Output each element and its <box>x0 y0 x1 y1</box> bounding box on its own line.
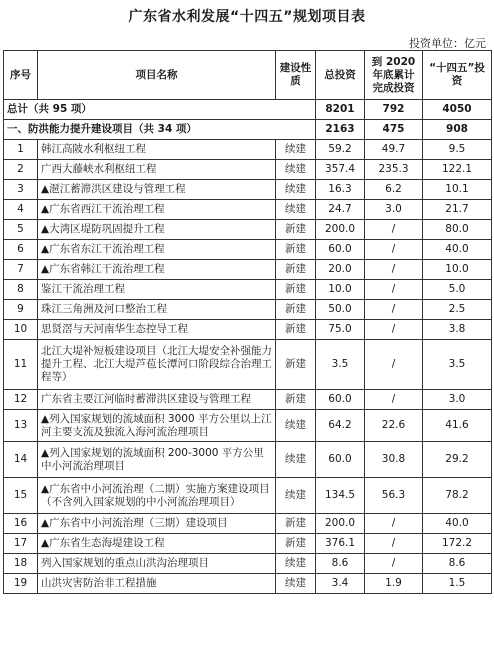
project-name: 韩江高陂水利枢纽工程 <box>38 140 276 160</box>
completed-investment: / <box>365 390 423 410</box>
construction-type: 新建 <box>276 260 316 280</box>
project-name: ▲列入国家规划的流域面积 3000 平方公里以上江河主要支流及独流入海河流治理项目 <box>38 410 276 442</box>
project-name: 鉴江干流治理工程 <box>38 280 276 300</box>
project-name: ▲广东省东江干流治理工程 <box>38 240 276 260</box>
table-row <box>4 280 492 300</box>
plan-investment: 3.0 <box>423 390 492 410</box>
row-number: 12 <box>4 390 38 410</box>
table-row <box>4 200 492 220</box>
plan-investment: 10.1 <box>423 180 492 200</box>
total-investment: 60.0 <box>316 442 365 478</box>
project-name: ▲广东省生态海堤建设工程 <box>38 534 276 554</box>
table-row <box>4 390 492 410</box>
header-done-2020: 到 2020 年底累计完成投资 <box>365 51 423 100</box>
total-plan: 4050 <box>423 100 492 120</box>
total-investment: 59.2 <box>316 140 365 160</box>
construction-type: 新建 <box>276 514 316 534</box>
project-name: 列入国家规划的重点山洪沟治理项目 <box>38 554 276 574</box>
plan-investment: 3.5 <box>423 340 492 390</box>
table-row <box>4 140 492 160</box>
row-number: 11 <box>4 340 38 390</box>
project-name: ▲潖江蓄滞洪区建设与管理工程 <box>38 180 276 200</box>
completed-investment: / <box>365 554 423 574</box>
project-name: ▲广东省中小河流治理（二期）实施方案建设项目（不含列入国家规划的中小河流治理项目） <box>38 478 276 514</box>
category-label: 一、防洪能力提升建设项目（共 34 项） <box>4 120 316 140</box>
row-number: 1 <box>4 140 38 160</box>
table-row <box>4 574 492 594</box>
plan-investment: 122.1 <box>423 160 492 180</box>
total-investment: 24.7 <box>316 200 365 220</box>
total-investment: 200.0 <box>316 514 365 534</box>
completed-investment: 22.6 <box>365 410 423 442</box>
plan-investment: 78.2 <box>423 478 492 514</box>
completed-investment: / <box>365 300 423 320</box>
project-name: 珠江三角洲及河口整治工程 <box>38 300 276 320</box>
table-row <box>4 220 492 240</box>
completed-investment: / <box>365 240 423 260</box>
project-name: 广东省主要江河临时蓄滞洪区建设与管理工程 <box>38 390 276 410</box>
page-title: 广东省水利发展“十四五”规划项目表 <box>128 9 366 25</box>
plan-investment: 40.0 <box>423 240 492 260</box>
completed-investment: 30.8 <box>365 442 423 478</box>
row-number: 3 <box>4 180 38 200</box>
header-no: 序号 <box>4 51 38 100</box>
project-name: ▲广东省韩江干流治理工程 <box>38 260 276 280</box>
total-investment: 50.0 <box>316 300 365 320</box>
plan-investment: 2.5 <box>423 300 492 320</box>
completed-investment: / <box>365 320 423 340</box>
construction-type: 新建 <box>276 240 316 260</box>
completed-investment: 49.7 <box>365 140 423 160</box>
construction-type: 续建 <box>276 160 316 180</box>
plan-investment: 3.8 <box>423 320 492 340</box>
row-number: 8 <box>4 280 38 300</box>
total-investment: 8.6 <box>316 554 365 574</box>
table-row <box>4 442 492 478</box>
category-plan: 908 <box>423 120 492 140</box>
construction-type: 新建 <box>276 220 316 240</box>
total-investment: 200.0 <box>316 220 365 240</box>
construction-type: 续建 <box>276 200 316 220</box>
row-number: 9 <box>4 300 38 320</box>
table-row <box>4 340 492 390</box>
category-done: 475 <box>365 120 423 140</box>
plan-investment: 1.5 <box>423 574 492 594</box>
project-name: ▲大湾区堤防巩固提升工程 <box>38 220 276 240</box>
header-type: 建设性质 <box>276 51 316 100</box>
header-row <box>4 51 492 100</box>
plan-investment: 10.0 <box>423 260 492 280</box>
completed-investment: / <box>365 534 423 554</box>
row-number: 19 <box>4 574 38 594</box>
total-investment: 60.0 <box>316 390 365 410</box>
construction-type: 新建 <box>276 340 316 390</box>
project-table <box>3 50 492 594</box>
completed-investment: 1.9 <box>365 574 423 594</box>
total-investment: 20.0 <box>316 260 365 280</box>
total-investment: 3.5 <box>316 340 365 390</box>
table-row <box>4 160 492 180</box>
completed-investment: 3.0 <box>365 200 423 220</box>
category-total: 2163 <box>316 120 365 140</box>
total-investment: 75.0 <box>316 320 365 340</box>
project-name: 广西大藤峡水利枢纽工程 <box>38 160 276 180</box>
project-name: ▲广东省中小河流治理（三期）建设项目 <box>38 514 276 534</box>
row-number: 18 <box>4 554 38 574</box>
construction-type: 新建 <box>276 320 316 340</box>
unit-label: 投资单位：亿元 <box>409 37 486 50</box>
construction-type: 新建 <box>276 300 316 320</box>
total-investment: 134.5 <box>316 478 365 514</box>
table-row <box>4 514 492 534</box>
row-number: 16 <box>4 514 38 534</box>
row-number: 5 <box>4 220 38 240</box>
construction-type: 续建 <box>276 554 316 574</box>
completed-investment: / <box>365 220 423 240</box>
completed-investment: 56.3 <box>365 478 423 514</box>
project-name: 山洪灾害防治非工程措施 <box>38 574 276 594</box>
construction-type: 续建 <box>276 442 316 478</box>
construction-type: 新建 <box>276 534 316 554</box>
table-row <box>4 260 492 280</box>
completed-investment: 235.3 <box>365 160 423 180</box>
total-done: 792 <box>365 100 423 120</box>
construction-type: 续建 <box>276 140 316 160</box>
table-row <box>4 554 492 574</box>
construction-type: 续建 <box>276 410 316 442</box>
construction-type: 新建 <box>276 280 316 300</box>
row-number: 10 <box>4 320 38 340</box>
category-row <box>4 120 492 140</box>
total-investment: 376.1 <box>316 534 365 554</box>
plan-investment: 41.6 <box>423 410 492 442</box>
row-number: 15 <box>4 478 38 514</box>
plan-investment: 172.2 <box>423 534 492 554</box>
plan-investment: 29.2 <box>423 442 492 478</box>
row-number: 7 <box>4 260 38 280</box>
plan-investment: 5.0 <box>423 280 492 300</box>
plan-investment: 9.5 <box>423 140 492 160</box>
total-investment: 64.2 <box>316 410 365 442</box>
construction-type: 续建 <box>276 180 316 200</box>
row-number: 6 <box>4 240 38 260</box>
construction-type: 续建 <box>276 574 316 594</box>
total-label: 总计（共 95 项） <box>4 100 316 120</box>
total-investment: 3.4 <box>316 574 365 594</box>
plan-investment: 40.0 <box>423 514 492 534</box>
total-investment: 10.0 <box>316 280 365 300</box>
table-row <box>4 478 492 514</box>
row-number: 13 <box>4 410 38 442</box>
row-number: 14 <box>4 442 38 478</box>
table-row <box>4 180 492 200</box>
row-number: 17 <box>4 534 38 554</box>
construction-type: 新建 <box>276 390 316 410</box>
total-investment: 16.3 <box>316 180 365 200</box>
completed-investment: 6.2 <box>365 180 423 200</box>
table-row <box>4 320 492 340</box>
total-row <box>4 100 492 120</box>
table-row <box>4 240 492 260</box>
project-name: ▲广东省西江干流治理工程 <box>38 200 276 220</box>
table-row <box>4 410 492 442</box>
construction-type: 续建 <box>276 478 316 514</box>
row-number: 4 <box>4 200 38 220</box>
header-total: 总投资 <box>316 51 365 100</box>
project-name: 北江大堤补短板建设项目（北江大堤安全补强能力提升工程、北江大堤芦苞长潭河口阶段综合治理工程等） <box>38 340 276 390</box>
total-investment: 8201 <box>316 100 365 120</box>
table-row <box>4 534 492 554</box>
plan-investment: 80.0 <box>423 220 492 240</box>
completed-investment: / <box>365 280 423 300</box>
project-name: 思贤滘与天河南华生态控导工程 <box>38 320 276 340</box>
row-number: 2 <box>4 160 38 180</box>
header-name: 项目名称 <box>38 51 276 100</box>
completed-investment: / <box>365 260 423 280</box>
header-plan-145: “十四五”投资 <box>423 51 492 100</box>
total-investment: 60.0 <box>316 240 365 260</box>
completed-investment: / <box>365 340 423 390</box>
table-row <box>4 300 492 320</box>
plan-investment: 21.7 <box>423 200 492 220</box>
total-investment: 357.4 <box>316 160 365 180</box>
completed-investment: / <box>365 514 423 534</box>
plan-investment: 8.6 <box>423 554 492 574</box>
project-name: ▲列入国家规划的流域面积 200-3000 平方公里中小河流治理项目 <box>38 442 276 478</box>
